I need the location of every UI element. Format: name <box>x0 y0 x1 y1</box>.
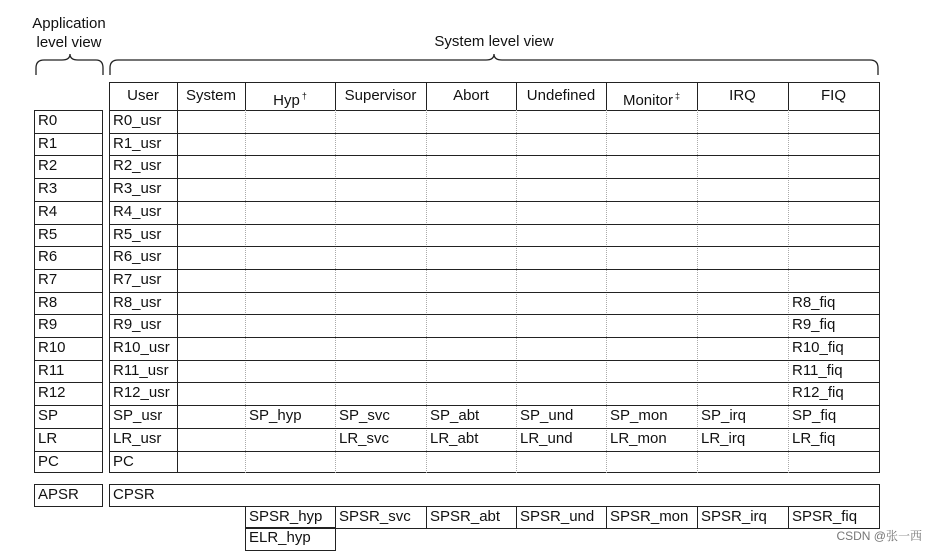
mode-header-label: Undefined <box>526 87 596 104</box>
row-divider <box>109 178 879 179</box>
mode-header-label: Hyp <box>273 92 300 109</box>
spsr-cell: SPSR_und <box>520 507 595 525</box>
register-cell: R1_usr <box>113 134 162 152</box>
row-divider <box>109 382 879 383</box>
mode-header-footnote-mark: † <box>301 91 307 101</box>
mode-header-label: User <box>127 87 159 104</box>
application-register: R2 <box>38 157 58 175</box>
row-divider <box>109 405 879 406</box>
application-register: R4 <box>38 202 58 220</box>
register-cell: PC <box>113 452 134 470</box>
mode-header-label: Supervisor <box>344 87 417 104</box>
register-cell: LR_usr <box>113 429 162 447</box>
register-cell: LR_mon <box>610 429 667 447</box>
mode-header <box>697 82 788 110</box>
row-divider <box>109 224 879 225</box>
mode-header <box>606 82 697 115</box>
application-register: R8 <box>38 293 58 311</box>
application-register: R0 <box>38 112 58 129</box>
application-register: PC <box>38 452 59 470</box>
row-divider <box>109 269 879 270</box>
register-cell: SP_fiq <box>792 407 837 425</box>
row-divider <box>109 155 879 156</box>
row-divider <box>109 451 879 452</box>
register-cell: R8_fiq <box>792 293 836 311</box>
system-level-title: System level view <box>434 33 554 50</box>
application-register: R7 <box>38 270 58 288</box>
mode-header <box>426 82 516 110</box>
application-level-title-line2: level view <box>36 34 102 51</box>
application-register: R11 <box>38 361 65 379</box>
row-divider <box>109 337 879 338</box>
spsr-cell: SPSR_svc <box>339 507 411 525</box>
application-register: R6 <box>38 248 58 266</box>
spsr-cell: SPSR_abt <box>430 507 501 525</box>
register-cell: R9_usr <box>113 316 162 334</box>
watermark: CSDN @张一西 <box>836 529 922 543</box>
register-cell: SP_abt <box>430 407 480 425</box>
register-cell: SP_usr <box>113 407 163 425</box>
row-divider <box>109 428 879 429</box>
mode-header <box>245 82 335 115</box>
system-table-border <box>109 82 880 473</box>
register-cell: LR_irq <box>701 429 746 447</box>
system-brace <box>110 54 878 75</box>
apsr-label: APSR <box>38 486 79 503</box>
register-cell: R2_usr <box>113 157 162 175</box>
register-cell: SP_irq <box>701 407 747 425</box>
mode-header <box>335 82 426 110</box>
spsr-cell: SPSR_irq <box>701 507 767 525</box>
application-register: LR <box>38 429 58 447</box>
application-register: R12 <box>38 384 66 402</box>
register-cell: SP_svc <box>339 407 390 425</box>
register-cell: LR_und <box>520 429 573 447</box>
register-cell: LR_abt <box>430 429 479 447</box>
application-register: R5 <box>38 225 58 243</box>
mode-header-footnote-mark: ‡ <box>675 91 681 101</box>
register-cell: R11_usr <box>113 361 169 379</box>
application-register: R10 <box>38 339 66 356</box>
register-cell: R5_usr <box>113 225 162 243</box>
register-cell: R7_usr <box>113 270 162 288</box>
row-divider <box>109 201 879 202</box>
cpsr-label: CPSR <box>113 486 155 503</box>
spsr-cell: SPSR_mon <box>610 507 689 525</box>
register-cell: LR_fiq <box>792 429 836 447</box>
register-cell: R12_fiq <box>792 384 844 402</box>
register-cell: R9_fiq <box>792 316 836 334</box>
application-register: R3 <box>38 180 58 198</box>
header-divider <box>109 110 879 111</box>
mode-header <box>177 82 245 110</box>
register-cell: R8_usr <box>113 293 162 311</box>
spsr-cell: SPSR_fiq <box>792 507 858 525</box>
register-cell: SP_und <box>520 407 574 425</box>
register-cell: R10_usr <box>113 339 170 356</box>
row-divider <box>109 360 879 361</box>
mode-header-label: IRQ <box>729 87 756 104</box>
register-cell: R0_usr <box>113 112 162 129</box>
spsr-cell: SPSR_hyp <box>249 507 323 525</box>
mode-header <box>788 82 879 110</box>
register-cell: R12_usr <box>113 384 170 402</box>
register-cell: R10_fiq <box>792 339 844 356</box>
register-cell: R3_usr <box>113 180 162 198</box>
elr-hyp-label: ELR_hyp <box>249 529 311 546</box>
mode-header-label: System <box>185 87 236 104</box>
register-cell: R11_fiq <box>792 361 843 379</box>
mode-header-label: Abort <box>453 87 489 104</box>
application-register: R9 <box>38 316 58 334</box>
application-brace <box>36 54 103 75</box>
register-cell: LR_svc <box>339 429 390 447</box>
row-divider <box>109 314 879 315</box>
application-register: SP <box>38 407 59 425</box>
mode-header <box>109 82 177 110</box>
cpsr-box <box>109 484 880 507</box>
application-level-title-line1: Application <box>32 15 106 32</box>
mode-header-label: FIQ <box>821 87 846 104</box>
row-divider <box>109 246 879 247</box>
row-divider <box>109 133 879 134</box>
register-cell: SP_hyp <box>249 407 302 425</box>
mode-header-label: Monitor <box>622 92 673 109</box>
application-register: R1 <box>38 134 58 152</box>
register-cell: SP_mon <box>610 407 668 425</box>
mode-header <box>516 82 606 110</box>
register-cell: R4_usr <box>113 202 162 220</box>
row-divider <box>109 292 879 293</box>
register-cell: R6_usr <box>113 248 162 266</box>
